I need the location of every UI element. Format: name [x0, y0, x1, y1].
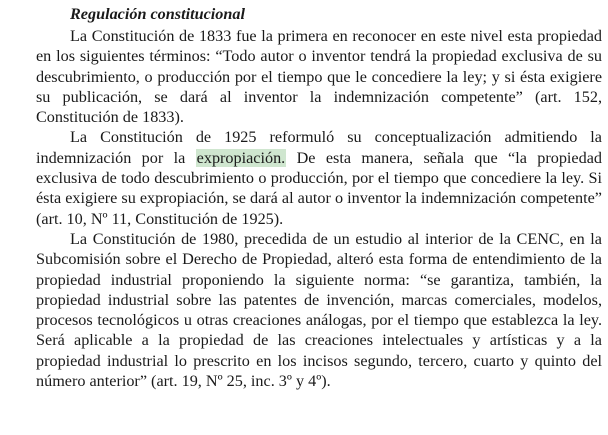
document-page	[36, 4, 602, 391]
paragraph-1925-before: La Constitución de 1925 reformuló su conceptualización admitiendo la indemnización por la	[36, 128, 602, 167]
paragraph-1833: La Constitución de 1833 fue la primera en reconocer en este nivel esta propiedad en los siguientes términos: “Todo autor o inventor tendrá la propiedad exclusiva de su descubrimiento, o producción por el tiempo que le concediere la ley; y si ésta exigiere su publicación, se dará al inventor la indemnización competente” (art. 152, Constitución de 1833).	[36, 27, 602, 127]
highlighted-word[interactable]: expropiación.	[196, 148, 286, 167]
section-heading: Regulación constitucional	[70, 5, 245, 23]
paragraph-1980: La Constitución de 1980, precedida de un estudio al interior de la CENC, en la Subcomisión sobre el Derecho de Propiedad, alteró esta forma de entendimiento de la propiedad industrial proponiendo la siguiente norma: “se garantiza, también, la propiedad industrial sobre las patentes de invención, marcas comerciales, modelos, procesos tecnológicos u otras creaciones análogas, por el tiempo que establezca la ley. Será aplicable a la propiedad de las creaciones intelectuales y artísticas y a la propiedad industrial lo prescrito en los incisos segundo, tercero, cuarto y quinto del número anterior” (art. 19, Nº 25, inc. 3º y 4º).	[36, 229, 602, 391]
paragraph-1925-after: De esta manera, señala que “la propiedad exclusiva de todo descubrimiento o producción, por el tiempo que concediere la ley. Si ésta exigiere su expropiación, se dará al autor o inventor la indemnización competente” (art. 10, Nº 11, Constitución de 1925).	[36, 148, 602, 228]
paragraph-1925	[36, 127, 602, 228]
